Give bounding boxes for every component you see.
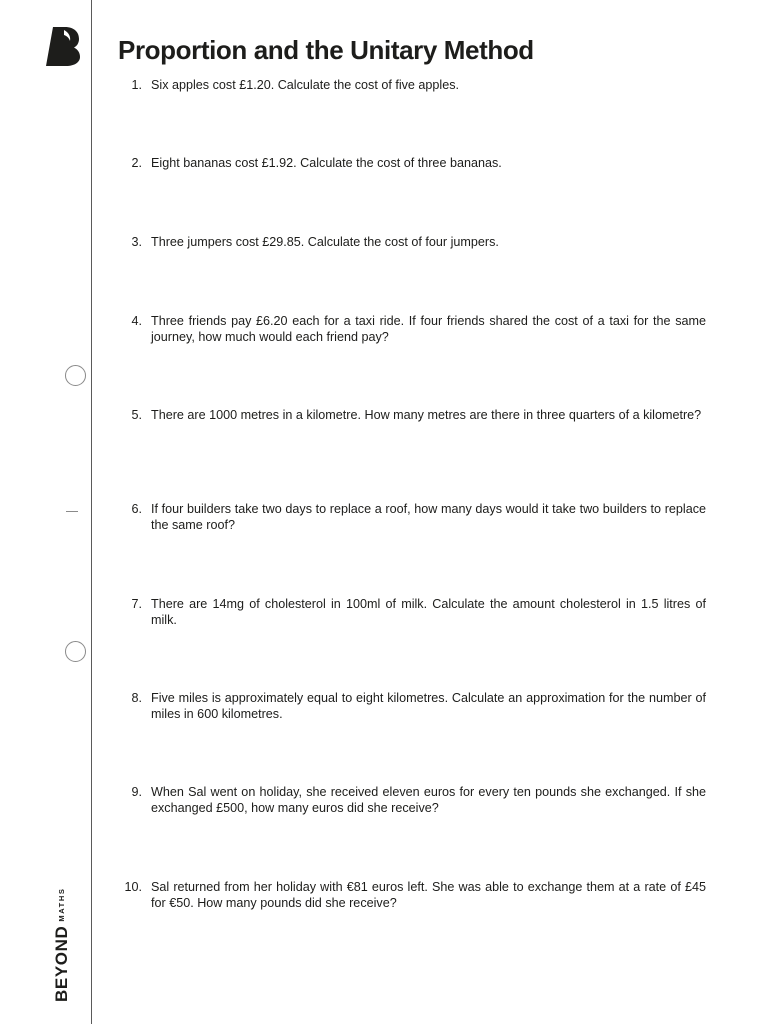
question-text: Three jumpers cost £29.85. Calculate the cost of four jumpers. (151, 235, 499, 249)
question-number: 10. (124, 880, 142, 894)
question-9 (118, 784, 706, 816)
question-number: 7. (131, 597, 142, 611)
question-4 (118, 313, 706, 345)
question-8 (118, 690, 706, 722)
question-text: Six apples cost £1.20. Calculate the cost of five apples. (151, 78, 460, 92)
question-number: 3. (131, 235, 142, 249)
brand-name: BEYOND (52, 925, 71, 1002)
question-text: Sal returned from her holiday with €81 euros left. She was able to exchange them at a rate of £45 for €50. How many pounds did she receive? (151, 880, 706, 910)
question-6 (118, 501, 706, 533)
beyond-b-logo-icon (46, 26, 80, 66)
question-number: 1. (131, 78, 142, 92)
brand-tagline: MATHS (57, 887, 66, 922)
fold-mark (66, 511, 78, 512)
margin-line (91, 0, 92, 1024)
question-number: 5. (131, 408, 142, 422)
question-text: There are 1000 metres in a kilometre. How many metres are there in three quarters of a kilometre? (151, 408, 702, 422)
punch-hole-top (65, 365, 86, 386)
question-number: 6. (131, 502, 142, 516)
question-number: 4. (131, 314, 142, 328)
question-text: Three friends pay £6.20 each for a taxi ride. If four friends shared the cost of a taxi for the same journey, how much would each friend pay? (151, 314, 706, 344)
question-number: 9. (131, 785, 142, 799)
question-text: Eight bananas cost £1.92. Calculate the cost of three bananas. (151, 156, 502, 170)
question-text: There are 14mg of cholesterol in 100ml of milk. Calculate the amount cholesterol in 1.5 litres of milk. (151, 597, 706, 627)
question-text: If four builders take two days to replace a roof, how many days would it take two builders to replace the same roof? (151, 502, 706, 532)
question-2 (118, 155, 706, 171)
question-number: 8. (131, 691, 142, 705)
question-5 (118, 407, 706, 423)
punch-hole-bottom (65, 641, 86, 662)
page-title: Proportion and the Unitary Method (118, 35, 534, 65)
question-text: When Sal went on holiday, she received eleven euros for every ten pounds she exchanged. If she exchanged £500, how many euros did she receive? (151, 785, 706, 815)
question-1 (118, 77, 706, 93)
question-number: 2. (131, 156, 142, 170)
brand-logo (52, 862, 72, 1002)
question-10 (118, 879, 706, 911)
question-text: Five miles is approximately equal to eight kilometres. Calculate an approximation for the number of miles in 600 kilometres. (151, 691, 706, 721)
question-7 (118, 596, 706, 628)
question-3 (118, 234, 706, 250)
